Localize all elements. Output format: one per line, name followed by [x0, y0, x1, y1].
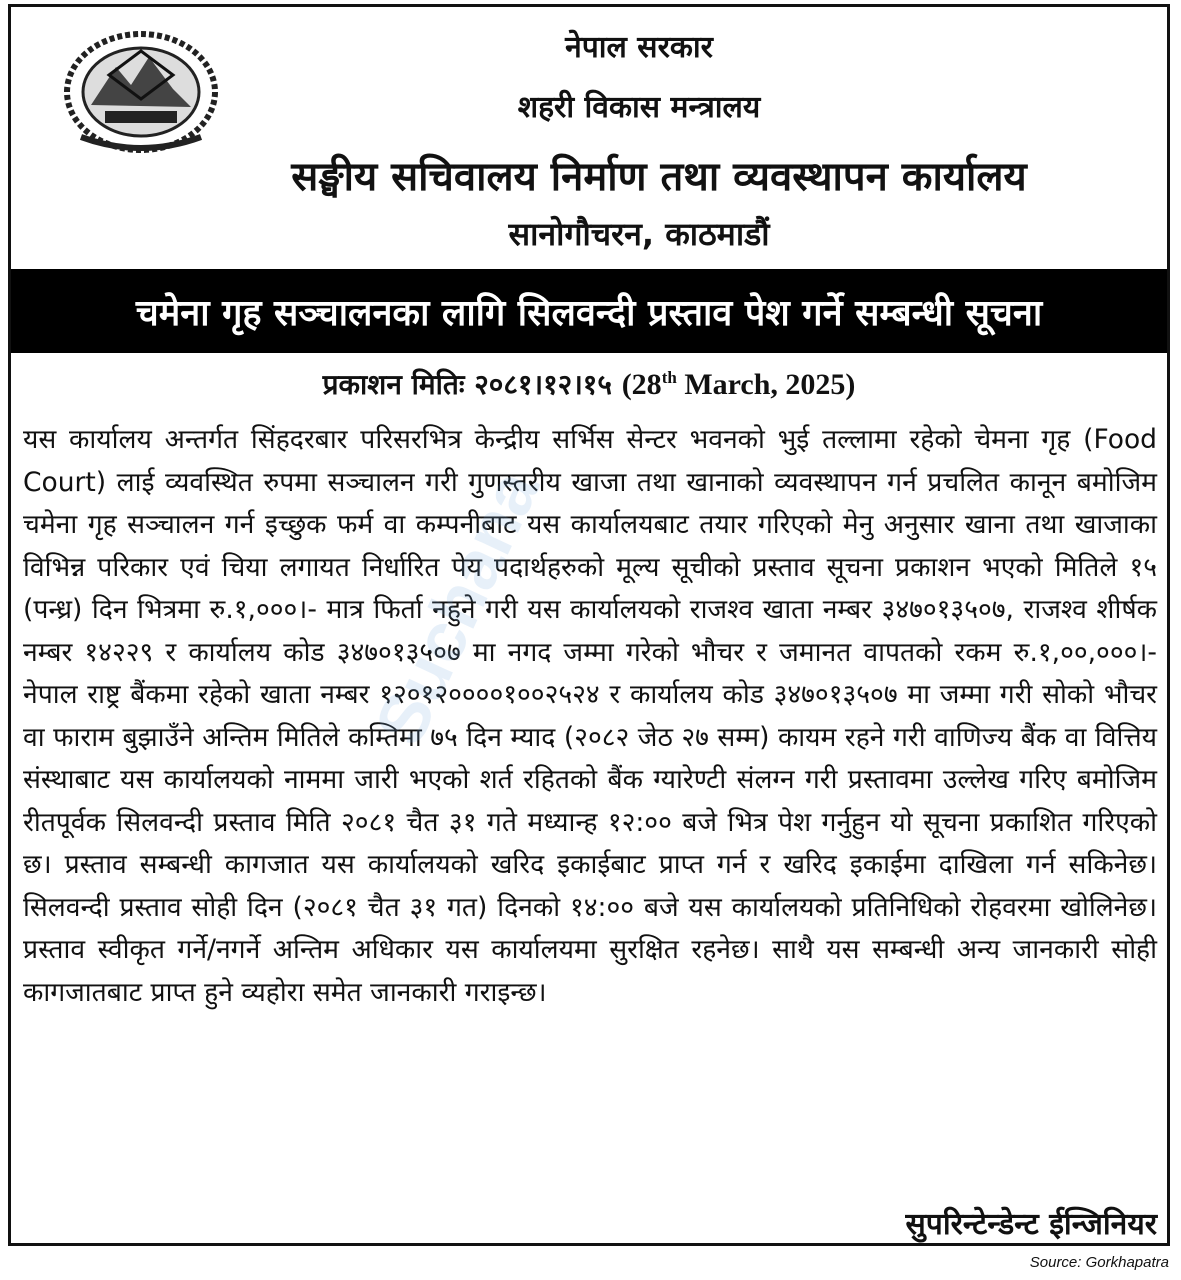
publication-date-nepali: प्रकाशन मितिः २०८१।१२।१५	[322, 368, 612, 401]
publication-date	[11, 365, 1167, 403]
notice-document	[8, 4, 1170, 1246]
notice-title: चमेना गृह सञ्चालनका लागि सिलवन्दी प्रस्ताव पेश गर्ने सम्बन्धी सूचना	[135, 292, 1043, 334]
source-credit: Source: Gorkhapatra	[1029, 1254, 1169, 1271]
office-name: सङ्घीय सचिवालय निर्माण तथा व्यवस्थापन कार्यालय	[291, 154, 1027, 200]
notice-title-bar	[11, 269, 1167, 353]
office-address: सानोगौचरन, काठमाडौं	[508, 215, 770, 253]
publication-date-english: (28th March, 2025)	[621, 368, 856, 401]
signatory-title: सुपरिन्टेन्डेन्ट ईन्जिनियर	[905, 1207, 1157, 1242]
ministry-name: शहरी विकास मन्त्रालय	[517, 90, 761, 125]
government-name: नेपाल सरकार	[565, 30, 713, 65]
watermark: Suchana	[359, 458, 554, 756]
notice-body-text: यस कार्यालय अन्तर्गत सिंहदरबार परिसरभित्र केन्द्रीय सर्भिस सेन्टर भवनको भुई तल्लामा रहेको चेमना गृह (Food Court) लाई व्यवस्थित रुपमा सञ्चालन गरी गुणस्तरीय खाजा तथा खानाको व्यवस्थापन गर्न प्रचलित कानून बमोजिम चमेना गृह सञ्चालन गर्न इच्छुक फर्म वा कम्पनीबाट यस कार्यालयबाट तयार गरिएको मेनु अनुसार खाना तथा खाजाका विभिन्न परिकार एवं चिया लगायत निर्धारित पेय पदार्थहरुको मूल्य सूचीको प्रस्ताव सूचना प्रकाशन भएको मितिले १५ (पन्ध्र) दिन भित्रमा रु.१,०००।- मात्र फिर्ता नहुने गरी यस कार्यालयको राजश्व खाता नम्बर ३४७०१३५०७, राजश्व शीर्षक नम्बर १४२२९ र कार्यालय कोड ३४७०१३५०७ मा नगद जम्मा गरेको भौचर र जमानत वापतको रकम रु.१,००,०००।- नेपाल राष्ट्र बैंकमा रहेको खाता नम्बर १२०१२००००१००२५२४ र कार्यालय कोड ३४७०१३५०७ मा जम्मा गरी सोको भौचर वा फाराम बुझाउँने अन्तिम मितिले कम्तिमा ७५ दिन म्याद (२०८२ जेठ २७ सम्म) कायम रहने गरी वाणिज्य बैंक वा वित्तिय संस्थाबाट यस कार्यालयको नाममा जारी भएको शर्त रहितको बैंक ग्यारेण्टी संलग्न गरी प्रस्तावमा उल्लेख गरिए बमोजिम रीतपूर्वक सिलवन्दी प्रस्ताव मिति २०८१ चैत ३१ गते मध्यान्ह १२:०० बजे भित्र पेश गर्नुहुन यो सूचना प्रकाशित गरिएको छ। प्रस्ताव सम्बन्धी कागजात यस कार्यालयको खरिद इकाईबाट प्राप्त गर्न र खरिद इकाईमा दाखिला गर्न सकिनेछ। सिलवन्दी प्रस्ताव सोही दिन (२०८१ चैत ३१ गत) दिनको १४:०० बजे यस कार्यालयको प्रतिनिधिको रोहवरमा खोलिनेछ। प्रस्ताव स्वीकृत गर्ने/नगर्ने अन्तिम अधिकार यस कार्यालयमा सुरक्षित रहनेछ। साथै यस सम्बन्धी अन्य जानकारी सोही कागजातबाट प्राप्त हुने व्यहोरा समेत जानकारी गराइन्छ।	[23, 424, 1157, 1008]
